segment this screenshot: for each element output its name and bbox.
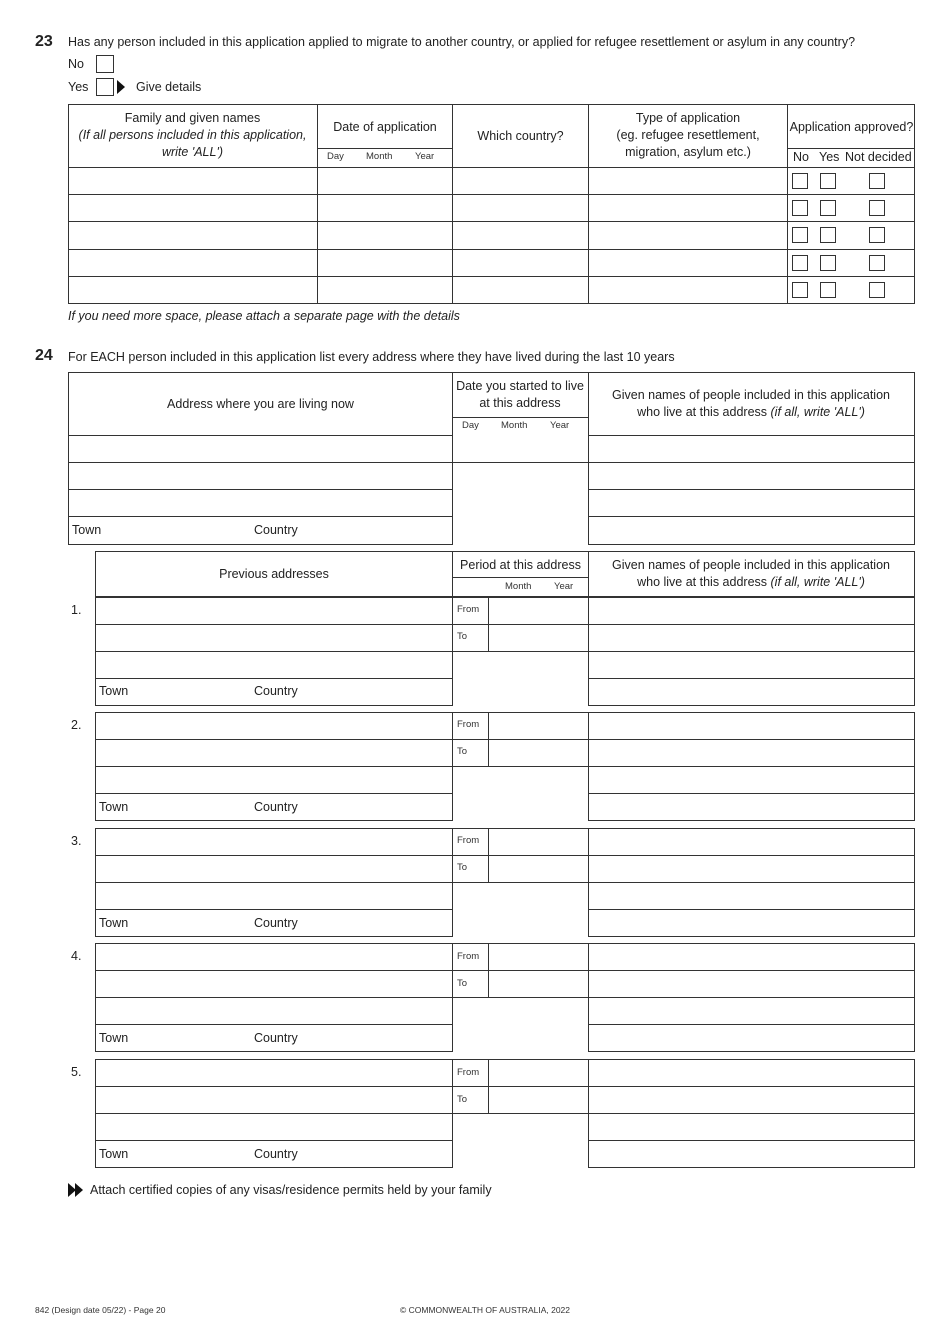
from-label: From — [457, 951, 480, 962]
attach-note: Attach certified copies of any visas/residence permits held by your family — [90, 1183, 492, 1197]
previous-names-title: Given names of people included in this application who live at this address — [612, 558, 890, 589]
town-label: Town — [99, 1147, 129, 1161]
current-date-year: Year — [550, 420, 570, 431]
approved-not-decided-checkbox[interactable] — [869, 282, 885, 298]
town-label: Town — [99, 1031, 129, 1045]
from-label: From — [457, 1067, 480, 1078]
yes-label: Yes — [68, 80, 89, 94]
entry-number: 4. — [71, 949, 82, 963]
country-label: Country — [254, 1147, 298, 1161]
col-approved-yes: Yes — [819, 150, 840, 164]
arrow-right-icon — [117, 80, 125, 94]
approved-yes-checkbox[interactable] — [820, 173, 836, 189]
approved-yes-checkbox[interactable] — [820, 282, 836, 298]
q23-footnote: If you need more space, please attach a separate page with the details — [68, 309, 460, 323]
col-approved-not-decided: Not decided — [845, 150, 912, 164]
question-number-23: 23 — [35, 33, 53, 50]
current-names-note: (if all, write 'ALL') — [770, 405, 865, 419]
yes-checkbox[interactable] — [96, 78, 114, 96]
col-approved-header: Application approved? — [789, 120, 914, 134]
col-type-header — [600, 110, 776, 161]
from-label: From — [457, 835, 480, 846]
period-year: Year — [554, 581, 574, 592]
current-address-header: Address where you are living now — [167, 397, 354, 411]
country-label: Country — [254, 523, 298, 537]
current-date-month: Month — [501, 420, 528, 431]
town-label: Town — [72, 523, 102, 537]
col-date-day: Day — [327, 151, 344, 162]
country-label: Country — [254, 684, 298, 698]
to-label: To — [457, 746, 468, 757]
col-date-month: Month — [366, 151, 393, 162]
approved-not-decided-checkbox[interactable] — [869, 200, 885, 216]
approved-no-checkbox[interactable] — [792, 227, 808, 243]
to-label: To — [457, 978, 468, 989]
from-label: From — [457, 719, 480, 730]
approved-no-checkbox[interactable] — [792, 200, 808, 216]
to-label: To — [457, 631, 468, 642]
col-approved-no: No — [793, 150, 809, 164]
give-details-label: Give details — [136, 80, 202, 94]
from-label: From — [457, 604, 480, 615]
approved-not-decided-checkbox[interactable] — [869, 255, 885, 271]
entry-number: 2. — [71, 718, 82, 732]
current-date-day: Day — [462, 420, 479, 431]
town-label: Town — [99, 800, 129, 814]
period-month: Month — [505, 581, 532, 592]
entry-number: 5. — [71, 1065, 82, 1079]
current-date-header: Date you started to live at this address — [456, 379, 584, 410]
approved-yes-checkbox[interactable] — [820, 200, 836, 216]
approved-no-checkbox[interactable] — [792, 173, 808, 189]
town-label: Town — [99, 684, 129, 698]
footer-copyright: © COMMONWEALTH OF AUSTRALIA, 2022 — [400, 1305, 570, 1315]
question-number-24: 24 — [35, 347, 53, 364]
entry-number: 1. — [71, 603, 82, 617]
country-label: Country — [254, 916, 298, 930]
col-type-note: (eg. refugee resettlement, migration, asylum etc.) — [616, 128, 760, 159]
period-header: Period at this address — [460, 558, 581, 572]
approved-yes-checkbox[interactable] — [820, 227, 836, 243]
to-label: To — [457, 1094, 468, 1105]
current-names-header — [600, 387, 902, 421]
country-label: Country — [254, 1031, 298, 1045]
approved-no-checkbox[interactable] — [792, 255, 808, 271]
entry-number: 3. — [71, 834, 82, 848]
question-24-text: For EACH person included in this application list every address where they have lived during the last 10 years — [68, 350, 675, 364]
to-label: To — [457, 862, 468, 873]
previous-names-note: (if all, write 'ALL') — [770, 575, 865, 589]
col-date-header: Date of application — [333, 120, 437, 134]
approved-not-decided-checkbox[interactable] — [869, 227, 885, 243]
question-23-text: Has any person included in this application applied to migrate to another country, or applied for refugee resettlement or asylum in any country? — [68, 35, 856, 49]
col-names-note: (If all persons included in this application, write 'ALL') — [78, 128, 307, 159]
previous-names-header — [600, 557, 902, 591]
current-names-title: Given names of people included in this application who live at this address — [612, 388, 890, 419]
country-label: Country — [254, 800, 298, 814]
previous-address-header: Previous addresses — [219, 567, 329, 581]
no-label: No — [68, 57, 84, 71]
approved-yes-checkbox[interactable] — [820, 255, 836, 271]
col-names-header — [72, 110, 313, 161]
col-country-header: Which country? — [477, 129, 564, 143]
footer-page-info: 842 (Design date 05/22) - Page 20 — [35, 1305, 166, 1315]
double-arrow-icon — [75, 1183, 83, 1197]
town-label: Town — [99, 916, 129, 930]
col-date-year: Year — [415, 151, 435, 162]
approved-no-checkbox[interactable] — [792, 282, 808, 298]
col-names-title: Family and given names — [124, 111, 261, 125]
col-type-title: Type of application — [635, 111, 741, 125]
no-checkbox[interactable] — [96, 55, 114, 73]
approved-not-decided-checkbox[interactable] — [869, 173, 885, 189]
